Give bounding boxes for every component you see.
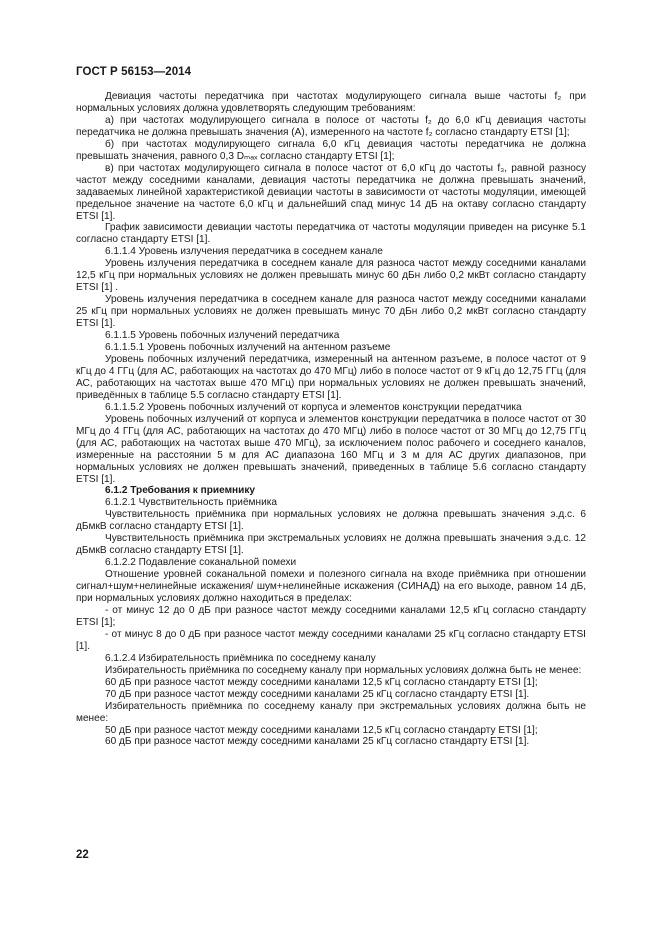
section-heading: 6.1.1.5 Уровень побочных излучений передатчика — [105, 330, 340, 342]
paragraph: Уровень побочных излучений от корпуса и элементов конструкции передатчика в полосе частот от 30 МГц до 4 ГГц (для АС, работающих на частотах до 470 МГц) либо в полосе частот от 30 МГц до 12,75 ГГц (для АС, работающих на частотах выше 470 МГц), за исключением полос рабочего и соседнего каналов, измеренные на расстоянии 5 м для АС диапазона 160 МГц и 3 м для АС других диапазонов, при нормальных условиях не должен превышать значений, приведенных в таблице 5.6 согласно стандарту ETSI [1]. — [76, 413, 586, 485]
list-item: а) при частотах модулирующего сигнала в полосе от частоты f₂ до 6,0 кГц девиация частоты передатчика не должна превышать значения (A), измеренного на частоте f₂ согласно стандарту ETSI [1]; — [76, 114, 586, 138]
section-heading: 6.1.2.1 Чувствительность приёмника — [105, 497, 277, 509]
section-heading: 6.1.2.4 Избирательность приёмника по соседнему каналу — [105, 652, 376, 664]
document-header: ГОСТ Р 56153—2014 — [76, 66, 192, 78]
paragraph: Избирательность приёмника по соседнему каналу при экстремальных условиях должна быть не менее: — [76, 700, 586, 724]
list-item: - от минус 12 до 0 дБ при разносе частот между соседними каналами 12,5 кГц согласно стандарту ETSI [1]; — [76, 604, 586, 628]
paragraph: График зависимости девиации частоты передатчика от частоты модуляции приведен на рисунке 5.1 согласно стандарту ETSI [1]. — [76, 222, 586, 246]
paragraph: Чувствительность приёмника при экстремальных условиях не должна превышать значения э.д.с. 12 дБмкВ согласно стандарту ETSI [1]. — [76, 533, 586, 557]
paragraph: Чувствительность приёмника при нормальных условиях не должна превышать значения э.д.с. 6 дБмкВ согласно стандарту ETSI [1]. — [76, 509, 586, 533]
paragraph: Уровень излучения передатчика в соседнем канале для разноса частот между соседними каналами 12,5 кГц при нормальных условиях не должен превышать минус 60 дБн либо 0,2 мкВт согласно стандарту ETSI [1] . — [76, 258, 586, 294]
paragraph: Избирательность приёмника по соседнему каналу при нормальных условиях должна быть не менее: — [105, 664, 582, 676]
list-item: 60 дБ при разносе частот между соседними каналами 25 кГц согласно стандарту ETSI [1]. — [105, 736, 530, 748]
paragraph: Уровень побочных излучений передатчика, измеренный на антенном разъеме, в полосе частот от 9 кГц до 4 ГГц (для АС, работающих на частотах до 470 МГц) либо в полосе частот от 9 кГц до 12,75 ГГц (для АС, работающих на частотах выше 470 МГц) при нормальных условиях не должен превышать значений, приведённых в таблице 5.5 согласно стандарту ETSI [1]. — [76, 353, 586, 401]
document-body — [76, 91, 586, 748]
paragraph: Отношение уровней соканальной помехи и полезного сигнала на входе приёмника при отношении сигнал+шум+нелинейные искажения/ шум+нелинейные искажения (СИНАД) на его выходе, равном 14 дБ, при нормальных условиях должно находиться в пределах: — [76, 569, 586, 605]
section-heading: 6.1.2.2 Подавление соканальной помехи — [105, 557, 297, 569]
list-item: - от минус 8 до 0 дБ при разносе частот между соседними каналами 25 кГц согласно стандарту ETSI [1]. — [76, 628, 586, 652]
section-heading: 6.1.1.4 Уровень излучения передатчика в соседнем канале — [105, 246, 383, 258]
section-heading-bold: 6.1.2 Требования к приемнику — [105, 485, 256, 497]
list-item: 70 дБ при разносе частот между соседними каналами 25 кГц согласно стандарту ETSI [1]. — [105, 688, 530, 700]
section-heading: 6.1.1.5.2 Уровень побочных излучений от корпуса и элементов конструкции передатчика — [105, 401, 522, 413]
paragraph: Девиация частоты передатчика при частотах модулирующего сигнала выше частоты f₂ при нормальных условиях должна удовлетворять следующим требованиям: — [76, 91, 586, 114]
list-item: в) при частотах модулирующего сигнала в полосе частот от 6,0 кГц до частоты f₃, равной разносу частот между соседними каналами, девиация частоты передатчика не должна превышать значений, задаваемых линейной характеристикой девиации частоты в зависимости от частоты модуляции, имеющей предельное значение на частоте 6,0 кГц и дальнейший спад минус 14 дБ на октаву согласно стандарту ETSI [1]. — [76, 162, 586, 222]
paragraph: Уровень излучения передатчика в соседнем канале для разноса частот между соседними каналами 25 кГц при нормальных условиях не должен превышать минус 70 дБн либо 0,2 мкВт согласно стандарту ETSI [1]. — [76, 294, 586, 330]
page-number: 22 — [76, 849, 89, 861]
list-item: 50 дБ при разносе частот между соседними каналами 12,5 кГц согласно стандарту ETSI [1]; — [105, 724, 538, 736]
list-item: б) при частотах модулирующего сигнала 6,0 кГц девиация частоты передатчика не должна превышать значения, равного 0,3 Dₘₐₓ согласно стандарту ETSI [1]; — [76, 138, 586, 162]
list-item: 60 дБ при разносе частот между соседними каналами 12,5 кГц согласно стандарту ETSI [1]; — [105, 676, 538, 688]
section-heading: 6.1.1.5.1 Уровень побочных излучений на антенном разъеме — [105, 342, 391, 354]
